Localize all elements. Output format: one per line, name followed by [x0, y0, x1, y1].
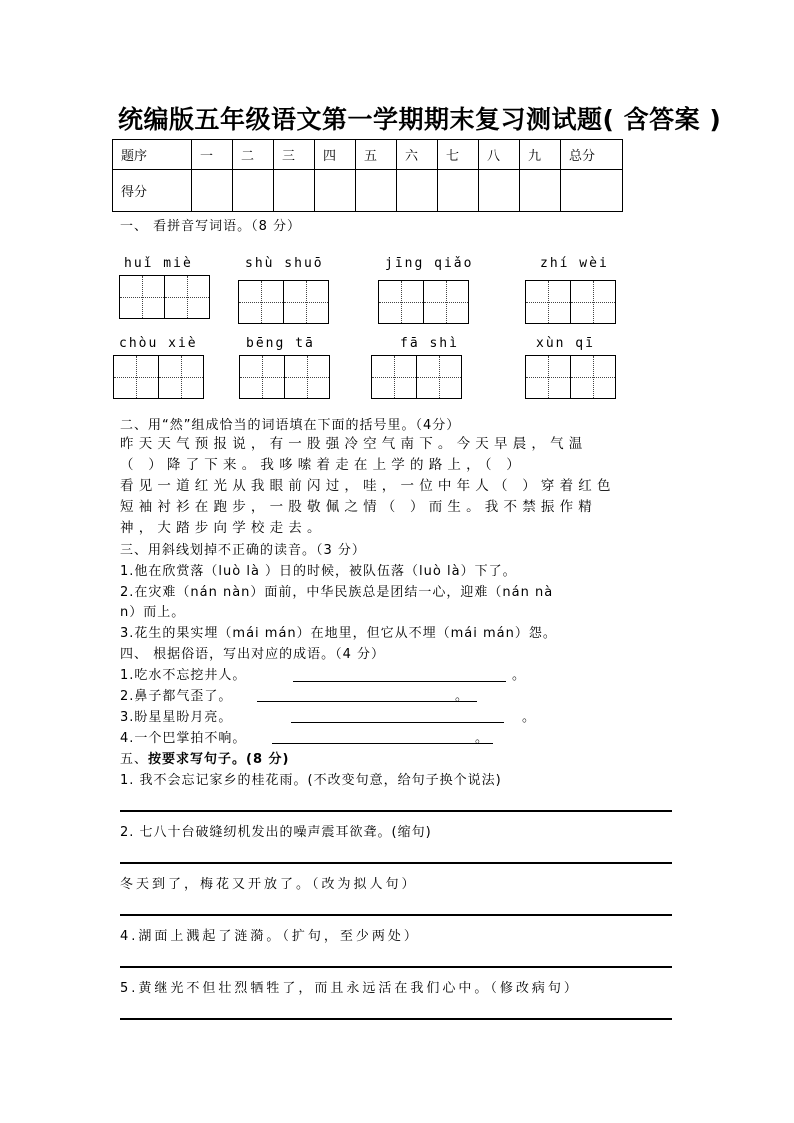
column-header: 八 [479, 140, 520, 170]
sentence-answer-line[interactable] [120, 966, 672, 968]
section1-heading: 一、 看拼音写词语。（8 分） [120, 219, 302, 234]
idiom-answer-blank[interactable] [291, 721, 504, 723]
column-header: 四 [315, 140, 356, 170]
header-label: 题序 [113, 140, 192, 170]
idiom-answer-blank[interactable] [257, 700, 477, 702]
column-header: 五 [356, 140, 397, 170]
column-header: 六 [397, 140, 438, 170]
column-header: 三 [274, 140, 315, 170]
page-title: 统编版五年级语文第一学期期末复习测试题( 含答案 ) [118, 105, 722, 134]
question-line: n）而上。 [120, 605, 186, 620]
column-header-total: 总分 [561, 140, 623, 170]
idiom-prompt: 4.一个巴掌拍不响。 [120, 731, 247, 746]
question-line: 1.他在欣赏落（luò là ）日的时候，被队伍落（luò là）下了。 [120, 564, 517, 579]
score-cell[interactable] [438, 170, 479, 212]
sentence-prompt: 2. 七八十台破缝纫机发出的噪声震耳欲聋。(缩句) [120, 825, 432, 840]
passage-line: 短袖衬衫在跑步，一股敬佩之情（ ）而生。我不禁振作精 [120, 499, 597, 515]
sentence-prompt: 4.湖面上溅起了涟漪。（扩句，至少两处） [120, 929, 420, 944]
score-table-score-row [113, 170, 623, 212]
section4-heading: 四、 根据俗语，写出对应的成语。（4 分） [120, 647, 386, 662]
passage-line: 看见一道红光从我眼前闪过，哇，一位中年人（ ）穿着红色 [120, 478, 616, 494]
question-line: 3.花生的果实埋（mái mán）在地里，但它从不埋（mái mán）怨。 [120, 626, 557, 641]
score-cell[interactable] [479, 170, 520, 212]
score-cell-total[interactable] [561, 170, 623, 212]
idiom-end-mark: 。 [475, 731, 490, 746]
idiom-prompt: 1.吃水不忘挖井人。 [120, 668, 247, 683]
passage-line: 昨天天气预报说，有一股强冷空气南下。今天早晨，气温 [120, 436, 588, 452]
score-cell[interactable] [520, 170, 561, 212]
score-cell[interactable] [192, 170, 233, 212]
pinyin-label: zhí wèi [540, 256, 609, 271]
score-table [112, 139, 623, 212]
section5-heading-text: 按要求写句子。(8 分) [148, 752, 290, 767]
score-cell[interactable] [356, 170, 397, 212]
score-table-header-row [113, 140, 623, 170]
pinyin-label: xùn qī [536, 336, 595, 351]
score-label: 得分 [113, 170, 192, 212]
sentence-answer-line[interactable] [120, 914, 672, 916]
section5-heading-prefix: 五、 [120, 752, 149, 767]
section5-heading [120, 748, 289, 767]
score-cell[interactable] [397, 170, 438, 212]
sentence-prompt: 冬天到了，梅花又开放了。（改为拟人句） [120, 877, 418, 892]
idiom-prompt: 3.盼星星盼月亮。 [120, 710, 233, 725]
tianzige-box[interactable] [238, 280, 329, 324]
tianzige-box[interactable] [525, 280, 616, 324]
score-cell[interactable] [233, 170, 274, 212]
pinyin-label: chòu xiè [119, 336, 198, 351]
section2-passage [120, 434, 672, 539]
question-line: 2.在灾难（nán nàn）面前，中华民族总是团结一心，迎难（nán nà [120, 585, 554, 600]
tianzige-box[interactable] [113, 355, 204, 399]
pinyin-label: huǐ miè [124, 256, 193, 271]
tianzige-box[interactable] [239, 355, 330, 399]
sentence-answer-line[interactable] [120, 1018, 672, 1020]
column-header: 二 [233, 140, 274, 170]
pinyin-label: bēng tā [246, 336, 315, 351]
idiom-answer-blank[interactable] [272, 742, 493, 744]
column-header: 七 [438, 140, 479, 170]
idiom-answer-blank[interactable] [293, 680, 506, 682]
score-cell[interactable] [315, 170, 356, 212]
sentence-prompt: 1. 我不会忘记家乡的桂花雨。(不改变句意，给句子换个说法) [120, 773, 502, 788]
passage-line: 神，大踏步向学校走去。 [120, 520, 326, 536]
section2-heading: 二、用“然”组成恰当的词语填在下面的括号里。（4分） [120, 418, 461, 433]
section3-heading: 三、用斜线划掉不正确的读音。（3 分） [120, 543, 366, 558]
idiom-prompt: 2.鼻子都气歪了。 [120, 689, 233, 704]
tianzige-box[interactable] [119, 275, 210, 319]
idiom-end-mark: 。 [455, 689, 470, 704]
tianzige-box[interactable] [378, 280, 469, 324]
sentence-answer-line[interactable] [120, 862, 672, 864]
sentence-answer-line[interactable] [120, 810, 672, 812]
passage-line: （ ）降了下来。我哆嗦着走在上学的路上，（ ） [120, 457, 525, 473]
idiom-end-mark: 。 [512, 668, 527, 683]
pinyin-label: jīng qiǎo [385, 256, 474, 271]
column-header: 一 [192, 140, 233, 170]
column-header: 九 [520, 140, 561, 170]
idiom-end-mark: 。 [522, 710, 537, 725]
pinyin-label: shù shuō [245, 256, 324, 271]
score-cell[interactable] [274, 170, 315, 212]
sentence-prompt: 5.黄继光不但壮烈牺牲了，而且永远活在我们心中。（修改病句） [120, 981, 580, 996]
tianzige-box[interactable] [371, 355, 462, 399]
tianzige-box[interactable] [525, 355, 616, 399]
pinyin-label: fā shì [400, 336, 459, 351]
